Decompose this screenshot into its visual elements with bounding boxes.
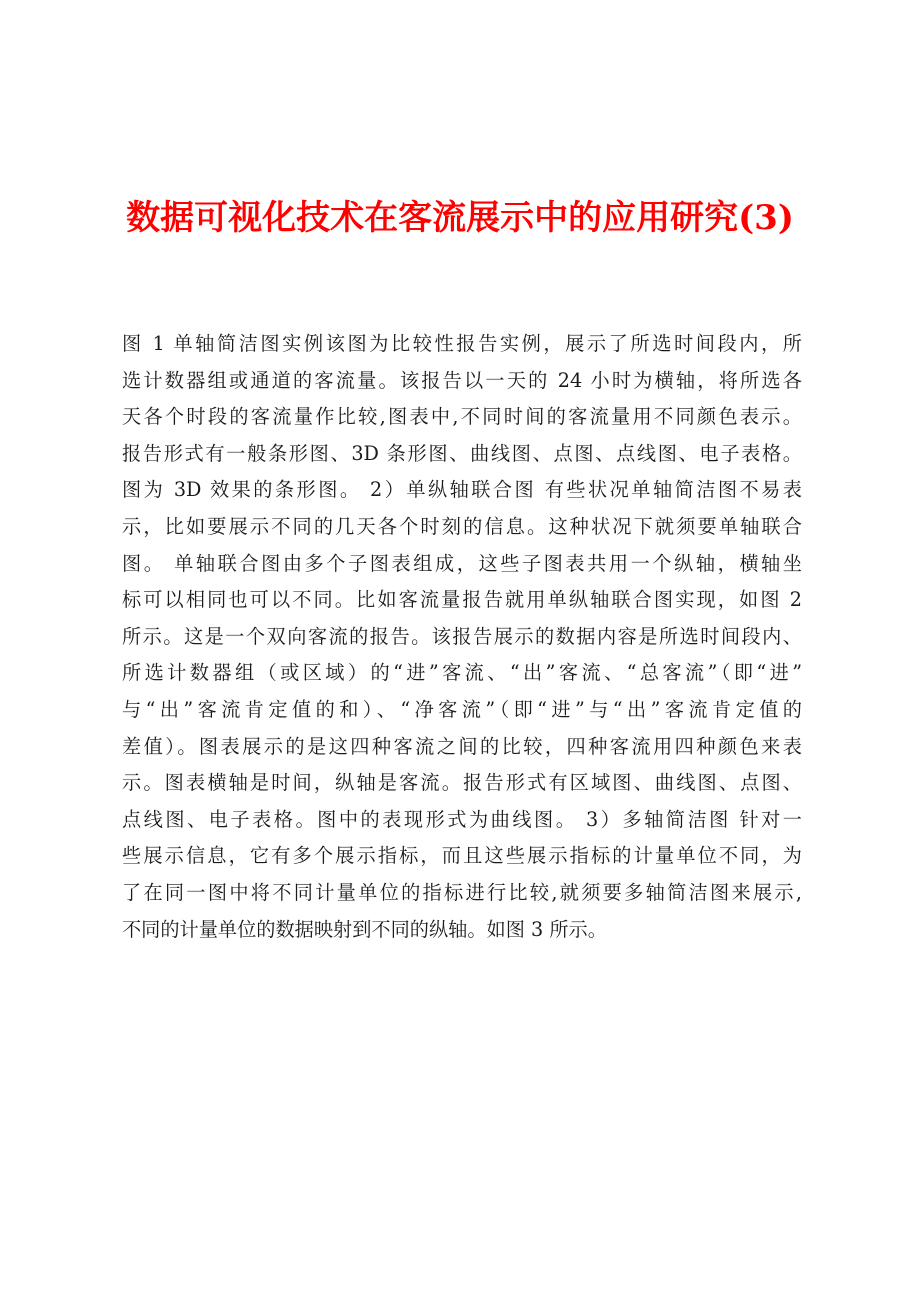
body-line: 所选计数器组（或区域）的“进”客流、“出”客流、“总客流”（即“进” <box>122 661 802 685</box>
body-line: 示。图表横轴是时间，纵轴是客流。报告形式有区域图、曲线图、点图、 <box>122 771 802 795</box>
body-line: 与“出”客流肯定值的和）、“净客流”（即“进”与“出”客流肯定值的 <box>122 697 802 721</box>
body-line: 报告形式有一般条形图、3D 条形图、曲线图、点图、点线图、电子表格。 <box>122 441 802 465</box>
body-line: 点线图、电子表格。图中的表现形式为曲线图。 3）多轴简洁图 针对一 <box>122 807 802 831</box>
body-line: 所示。这是一个双向客流的报告。该报告展示的数据内容是所选时间段内、 <box>122 624 802 648</box>
body-line: 图。 单轴联合图由多个子图表组成，这些子图表共用一个纵轴，横轴坐 <box>122 551 802 575</box>
document-title: 数据可视化技术在客流展示中的应用研究(3) <box>126 198 794 238</box>
body-line: 图为 3D 效果的条形图。 2）单纵轴联合图 有些状况单轴简洁图不易表 <box>122 478 802 502</box>
body-line: 示，比如要展示不同的几天各个时刻的信息。这种状况下就须要单轴联合 <box>122 514 802 538</box>
body-line: 差值）。图表展示的是这四种客流之间的比较，四种客流用四种颜色来表 <box>122 734 802 758</box>
body-line: 选计数器组或通道的客流量。该报告以一天的 24 小时为横轴，将所选各 <box>122 368 802 392</box>
body-line: 标可以相同也可以不同。比如客流量报告就用单纵轴联合图实现，如图 2 <box>122 588 802 612</box>
body-line: 些展示信息，它有多个展示指标，而且这些展示指标的计量单位不同，为 <box>122 844 802 868</box>
document-body <box>122 326 802 948</box>
body-line: 天各个时段的客流量作比较,图表中,不同时间的客流量用不同颜色表示。 <box>122 405 802 429</box>
body-line: 了在同一图中将不同计量单位的指标进行比较,就须要多轴简洁图来展示, <box>122 880 802 904</box>
body-line: 图 1 单轴简洁图实例该图为比较性报告实例，展示了所选时间段内，所 <box>122 332 802 355</box>
body-line: 不同的计量单位的数据映射到不同的纵轴。如图 3 所示。 <box>122 917 607 941</box>
